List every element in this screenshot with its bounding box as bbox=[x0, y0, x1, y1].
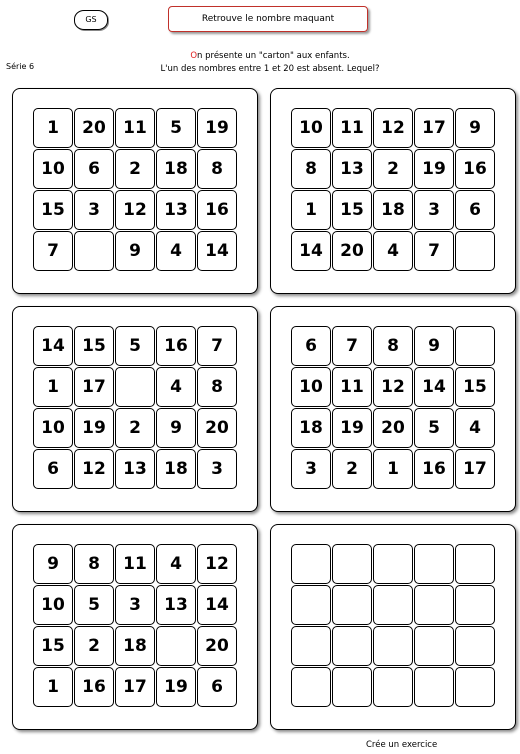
empty-cell bbox=[455, 585, 495, 625]
empty-cell bbox=[291, 667, 331, 707]
number-cell: 7 bbox=[197, 326, 237, 366]
number-cell: 8 bbox=[197, 367, 237, 407]
number-cell: 14 bbox=[197, 231, 237, 271]
number-cell: 16 bbox=[156, 326, 196, 366]
number-cell: 2 bbox=[373, 149, 413, 189]
empty-cell bbox=[373, 585, 413, 625]
number-cell: 6 bbox=[291, 326, 331, 366]
number-cell: 11 bbox=[332, 108, 372, 148]
number-cell: 3 bbox=[414, 190, 454, 230]
number-cell: 9 bbox=[156, 408, 196, 448]
number-cell: 10 bbox=[33, 149, 73, 189]
number-cell: 20 bbox=[197, 626, 237, 666]
number-cell: 15 bbox=[74, 326, 114, 366]
number-cell: 2 bbox=[332, 449, 372, 489]
instructions bbox=[130, 50, 410, 76]
number-cell: 19 bbox=[197, 108, 237, 148]
number-cell: 7 bbox=[332, 326, 372, 366]
number-cell: 1 bbox=[33, 667, 73, 707]
number-cell: 16 bbox=[197, 190, 237, 230]
empty-cell bbox=[455, 667, 495, 707]
number-grid bbox=[291, 326, 496, 490]
number-cell: 3 bbox=[291, 449, 331, 489]
instruction-initial: O bbox=[190, 51, 198, 61]
empty-cell bbox=[455, 626, 495, 666]
number-cell: 18 bbox=[373, 190, 413, 230]
empty-cell bbox=[115, 367, 155, 407]
number-card-6 bbox=[270, 524, 516, 730]
number-cell: 19 bbox=[74, 408, 114, 448]
number-cell: 20 bbox=[74, 108, 114, 148]
number-cell: 20 bbox=[332, 231, 372, 271]
number-card-2 bbox=[270, 88, 516, 294]
number-cell: 12 bbox=[373, 108, 413, 148]
number-grid bbox=[33, 326, 238, 490]
number-cell: 2 bbox=[74, 626, 114, 666]
empty-cell bbox=[332, 544, 372, 584]
number-cell: 8 bbox=[291, 149, 331, 189]
empty-cell bbox=[373, 544, 413, 584]
level-badge: GS bbox=[74, 10, 108, 30]
instruction-line-1-text: n présente un "carton" aux enfants. bbox=[197, 51, 350, 61]
empty-cell bbox=[455, 326, 495, 366]
number-cell: 1 bbox=[373, 449, 413, 489]
empty-cell bbox=[373, 626, 413, 666]
number-cell: 7 bbox=[414, 231, 454, 271]
number-cell: 13 bbox=[332, 149, 372, 189]
number-cell: 9 bbox=[115, 231, 155, 271]
empty-cell bbox=[373, 667, 413, 707]
number-cell: 4 bbox=[373, 231, 413, 271]
page-title: Retrouve le nombre maquant bbox=[168, 6, 368, 32]
empty-cell bbox=[291, 544, 331, 584]
number-cell: 10 bbox=[33, 585, 73, 625]
number-cell: 11 bbox=[115, 108, 155, 148]
number-cell: 12 bbox=[74, 449, 114, 489]
empty-cell bbox=[332, 667, 372, 707]
number-cell: 14 bbox=[33, 326, 73, 366]
empty-cell bbox=[291, 585, 331, 625]
number-cell: 9 bbox=[455, 108, 495, 148]
number-cell: 15 bbox=[33, 626, 73, 666]
empty-cell bbox=[414, 544, 454, 584]
number-cell: 13 bbox=[115, 449, 155, 489]
number-cell: 4 bbox=[156, 367, 196, 407]
number-grid bbox=[33, 544, 238, 708]
number-cell: 12 bbox=[373, 367, 413, 407]
empty-cell bbox=[455, 231, 495, 271]
number-cell: 1 bbox=[33, 108, 73, 148]
number-cell: 1 bbox=[291, 190, 331, 230]
number-cell: 10 bbox=[291, 108, 331, 148]
series-label: Série 6 bbox=[6, 62, 35, 71]
number-cell: 16 bbox=[74, 667, 114, 707]
number-cell: 12 bbox=[197, 544, 237, 584]
number-cell: 4 bbox=[156, 544, 196, 584]
instruction-line-2: L'un des nombres entre 1 et 20 est absent. Lequel? bbox=[160, 64, 380, 74]
number-cell: 6 bbox=[197, 667, 237, 707]
number-cell: 18 bbox=[115, 626, 155, 666]
number-cell: 8 bbox=[373, 326, 413, 366]
number-grid bbox=[291, 108, 496, 272]
number-cell: 19 bbox=[332, 408, 372, 448]
number-grid bbox=[291, 544, 496, 708]
number-cell: 10 bbox=[33, 408, 73, 448]
number-cell: 4 bbox=[156, 231, 196, 271]
empty-cell bbox=[156, 626, 196, 666]
empty-cell bbox=[332, 585, 372, 625]
number-cell: 16 bbox=[455, 149, 495, 189]
number-cell: 14 bbox=[291, 231, 331, 271]
number-cell: 18 bbox=[156, 149, 196, 189]
number-cell: 13 bbox=[156, 585, 196, 625]
number-cell: 6 bbox=[74, 149, 114, 189]
number-cell: 11 bbox=[115, 544, 155, 584]
empty-cell bbox=[414, 667, 454, 707]
footer-label: Crée un exercice bbox=[366, 740, 438, 750]
empty-cell bbox=[414, 626, 454, 666]
number-cell: 12 bbox=[115, 190, 155, 230]
number-cell: 10 bbox=[291, 367, 331, 407]
empty-cell bbox=[414, 585, 454, 625]
number-cell: 19 bbox=[156, 667, 196, 707]
number-card-1 bbox=[12, 88, 258, 294]
empty-cell bbox=[291, 626, 331, 666]
number-cell: 5 bbox=[74, 585, 114, 625]
number-cell: 13 bbox=[156, 190, 196, 230]
number-cell: 8 bbox=[74, 544, 114, 584]
empty-cell bbox=[74, 231, 114, 271]
number-cell: 20 bbox=[197, 408, 237, 448]
number-cell: 18 bbox=[291, 408, 331, 448]
number-grid bbox=[33, 108, 238, 272]
number-cell: 14 bbox=[414, 367, 454, 407]
number-cell: 1 bbox=[33, 367, 73, 407]
number-cell: 17 bbox=[74, 367, 114, 407]
number-cell: 18 bbox=[156, 449, 196, 489]
number-cell: 5 bbox=[156, 108, 196, 148]
number-cell: 20 bbox=[373, 408, 413, 448]
number-cell: 7 bbox=[33, 231, 73, 271]
number-cell: 19 bbox=[414, 149, 454, 189]
number-card-3 bbox=[12, 306, 258, 512]
number-cell: 4 bbox=[455, 408, 495, 448]
empty-cell bbox=[332, 626, 372, 666]
number-cell: 5 bbox=[115, 326, 155, 366]
empty-cell bbox=[455, 544, 495, 584]
number-cell: 9 bbox=[33, 544, 73, 584]
number-cell: 6 bbox=[455, 190, 495, 230]
number-cell: 3 bbox=[197, 449, 237, 489]
number-cell: 5 bbox=[414, 408, 454, 448]
number-cell: 17 bbox=[115, 667, 155, 707]
number-cell: 6 bbox=[33, 449, 73, 489]
number-cell: 15 bbox=[33, 190, 73, 230]
number-cell: 8 bbox=[197, 149, 237, 189]
instruction-line-1 bbox=[130, 50, 410, 63]
number-cell: 3 bbox=[115, 585, 155, 625]
number-cell: 14 bbox=[197, 585, 237, 625]
number-cell: 17 bbox=[414, 108, 454, 148]
number-cell: 16 bbox=[414, 449, 454, 489]
number-cell: 2 bbox=[115, 149, 155, 189]
number-cell: 9 bbox=[414, 326, 454, 366]
number-cell: 2 bbox=[115, 408, 155, 448]
number-card-5 bbox=[12, 524, 258, 730]
number-cell: 15 bbox=[332, 190, 372, 230]
number-cell: 11 bbox=[332, 367, 372, 407]
number-cell: 3 bbox=[74, 190, 114, 230]
number-card-4 bbox=[270, 306, 516, 512]
number-cell: 17 bbox=[455, 449, 495, 489]
number-cell: 15 bbox=[455, 367, 495, 407]
